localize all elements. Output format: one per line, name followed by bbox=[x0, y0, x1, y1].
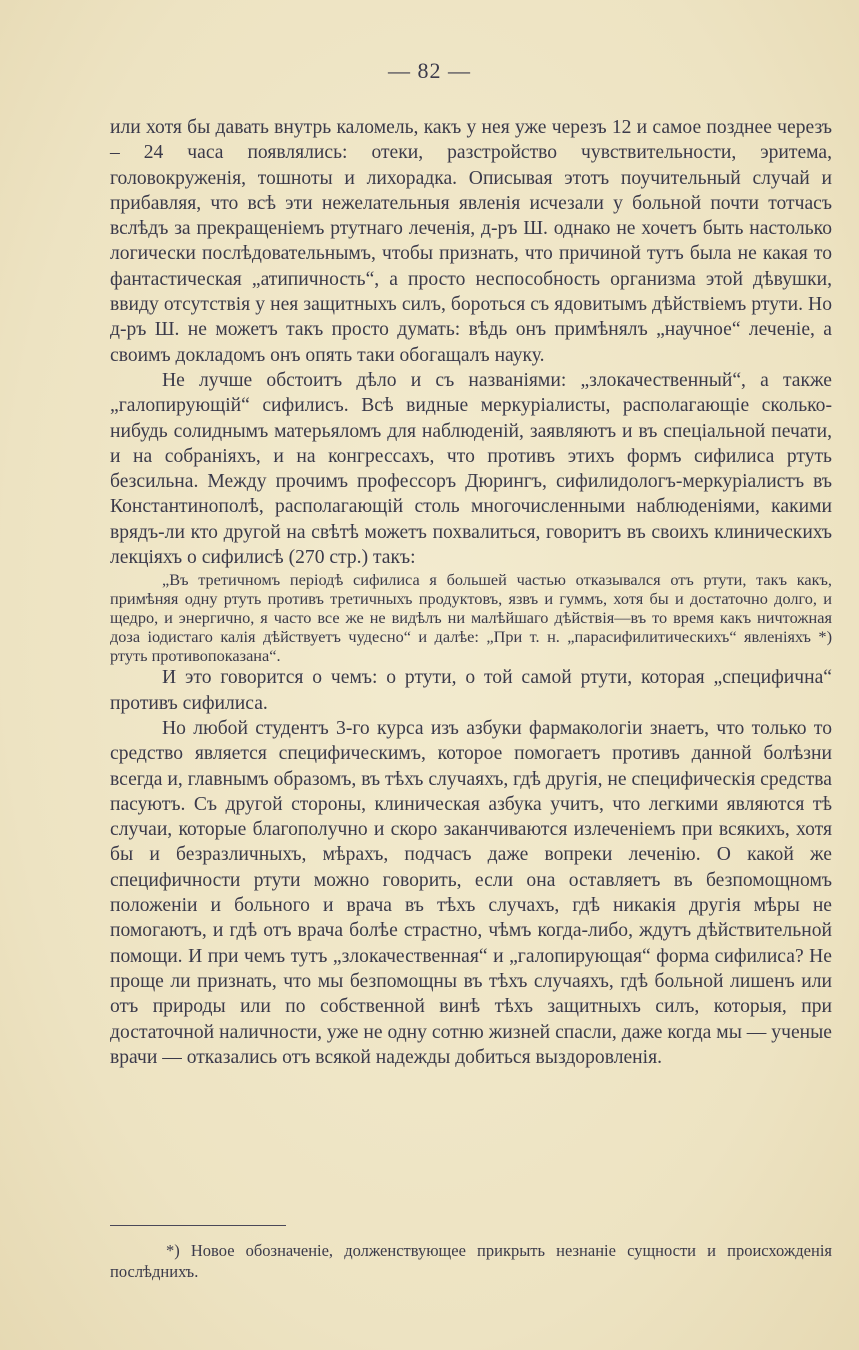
paragraph-specificity-argument: Но любой студентъ 3-го курса изъ азбуки фармакологіи знаетъ, что только то средство является специфическимъ, которое помогаетъ противъ данной болѣзни всегда и, главнымъ образомъ, въ тѣхъ случаяхъ, гдѣ другія, не специфическія средства пасуютъ. Съ другой стороны, клиническая азбука учитъ, что легкими являются тѣ случаи, которые благополучно и скоро заканчиваются излеченіемъ при всякихъ, хотя бы и безразличныхъ, мѣрахъ, подчасъ даже вопреки леченію. О какой же специфичности ртути можно говорить, если она оставляетъ въ безпомощномъ положеніи и больного и врача въ тѣхъ случахъ, гдѣ никакія другія мѣры не помогаютъ, и гдѣ отъ врача болѣе страстно, чѣмъ когда-либо, ждутъ дѣйствительной помощи. И при чемъ тутъ „злокачественная“ и „галопирующая“ форма сифилиса? Не проще ли признать, что мы безпомощны въ тѣхъ случаяхъ, гдѣ больной лишенъ или отъ природы или по собственной винѣ тѣхъ защитныхъ силъ, которыя, при достаточной наличности, уже не одну сотню жизней спасли, даже когда мы — ученые врачи — отказались отъ всякой надежды добиться выздоровленія. bbox=[110, 717, 832, 1068]
footnote-divider bbox=[110, 1225, 286, 1226]
footnote-text: *) Новое обозначеніе, долженствующее прикрыть незнаніе сущности и происхожденія послѣднихъ. bbox=[110, 1241, 832, 1281]
paragraph-malignant-forms: Не лучше обстоитъ дѣло и съ названіями: „злокачественный“, а также „галопирующій“ сифилисъ. Всѣ видные меркуріалисты, располагающіе сколько-нибудь солиднымъ матерьяломъ для наблюденій, заявляютъ и въ спеціальной печати, и на собраніяхъ, и на конгрессахъ, что противъ этихъ формъ сифилиса ртуть безсильна. Между прочимъ профессоръ Дюрингъ, сифилидологъ-меркуріалистъ въ Константинополѣ, располагающій столь многочисленными наблюденіями, какими врядъ-ли кто другой на свѣтѣ можетъ похвалиться, говоритъ въ своихъ клиническихъ лекціяхъ о сифилисѣ (270 стр.) такъ: bbox=[110, 369, 832, 569]
footnote bbox=[110, 1240, 832, 1282]
paragraph-specific-remark: И это говорится о чемъ: о ртути, о той самой ртути, которая „специфична“ противъ сифилиса. bbox=[110, 667, 832, 714]
page-number: — 82 — bbox=[388, 58, 471, 83]
block-quote-duering: „Въ третичномъ періодѣ сифилиса я большей частью отказывался отъ ртути, такъ какъ, примѣняя одну ртуть противъ третичныхъ продуктовъ, язвъ и гуммъ, хотя бы и достаточно долго, и щедро, и энергично, я часто все же не видѣлъ ни малѣйшаго дѣйствія—въ то время какъ ничтожная доза іодистаго калія дѣйствуетъ чудесно“ и далѣе: „При т. н. „парасифилитическихъ“ явленіяхъ *) ртуть противопоказана“. bbox=[110, 570, 832, 666]
paragraph-continued: или хотя бы давать внутрь каломель, какъ у нея уже черезъ 12 и самое позднее черезъ – 24 часа появлялись: отеки, разстройство чувствительности, эритема, головокруженія, тошноты и лихорадка. Описывая этотъ поучительный случай и прибавляя, что всѣ эти нежелательныя явленія исчезали у больной почти тотчасъ вслѣдъ за прекращеніемъ ртутнаго леченія, д-ръ Ш. однако не хочетъ быть настолько логически послѣдовательнымъ, чтобы признать, что причиной тутъ была не какая то фантастическая „атипичность“, а просто неспособность организма этой дѣвушки, ввиду отсутствія у нея защитныхъ силъ, бороться съ ядовитымъ дѣйствіемъ ртути. Но д-ръ Ш. не можетъ такъ просто думать: вѣдь онъ примѣнялъ „научное“ леченіе, а своимъ докладомъ онъ опять таки обогащалъ науку. bbox=[110, 117, 832, 366]
page-body bbox=[110, 115, 832, 1070]
